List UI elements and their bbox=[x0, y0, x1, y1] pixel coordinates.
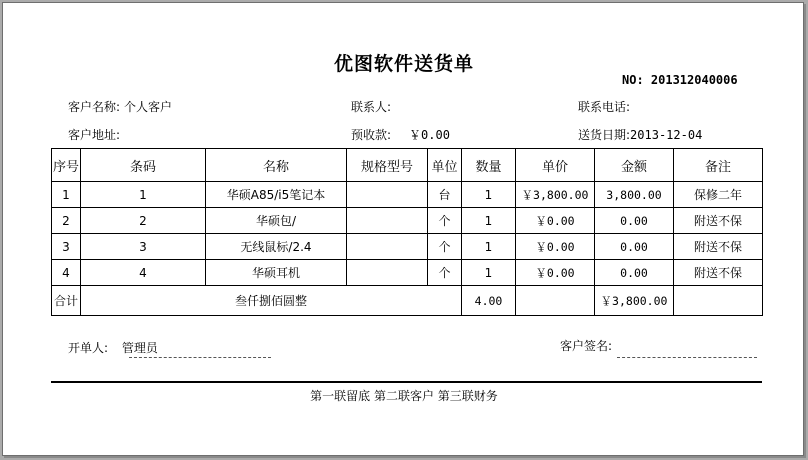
address-field bbox=[68, 126, 124, 143]
contact-field bbox=[351, 98, 395, 115]
cell-name: 无线鼠标/2.4 bbox=[206, 234, 347, 260]
customer-name-field bbox=[68, 98, 172, 115]
issuer-signature-line bbox=[129, 357, 271, 358]
cell-barcode: 1 bbox=[81, 182, 206, 208]
phone-field bbox=[578, 98, 634, 115]
total-note-empty bbox=[674, 286, 763, 316]
total-price-empty bbox=[516, 286, 595, 316]
contact-label: 联系人: bbox=[351, 100, 392, 114]
document-title: 优图软件送货单 bbox=[333, 53, 474, 75]
col-header-seq: 序号 bbox=[52, 149, 81, 182]
cell-spec bbox=[347, 234, 428, 260]
footer-divider bbox=[51, 381, 762, 383]
table-row bbox=[52, 182, 763, 208]
cell-qty: 1 bbox=[462, 182, 516, 208]
cell-name: 华硕耳机 bbox=[206, 260, 347, 286]
cell-name: 华硕包/ bbox=[206, 208, 347, 234]
cell-note: 附送不保 bbox=[674, 234, 763, 260]
delivery-date-label: 送货日期: bbox=[578, 128, 631, 142]
cell-barcode: 2 bbox=[81, 208, 206, 234]
cell-seq: 1 bbox=[52, 182, 81, 208]
cell-amount: 3,800.00 bbox=[595, 182, 674, 208]
cell-note: 附送不保 bbox=[674, 260, 763, 286]
cell-amount: 0.00 bbox=[595, 234, 674, 260]
cell-barcode: 4 bbox=[81, 260, 206, 286]
cell-qty: 1 bbox=[462, 260, 516, 286]
cell-qty: 1 bbox=[462, 208, 516, 234]
col-header-amount: 金额 bbox=[595, 149, 674, 182]
customer-name-value: 个人客户 bbox=[124, 100, 173, 114]
cell-unit: 台 bbox=[428, 182, 462, 208]
cell-seq: 2 bbox=[52, 208, 81, 234]
cell-note: 保修二年 bbox=[674, 182, 763, 208]
cell-qty: 1 bbox=[462, 234, 516, 260]
total-label: 合计 bbox=[52, 286, 81, 316]
prepaid-field bbox=[351, 126, 450, 143]
cell-price: ￥0.00 bbox=[516, 208, 595, 234]
cell-spec bbox=[347, 208, 428, 234]
delivery-date-value: 2013-12-04 bbox=[630, 128, 703, 142]
cell-seq: 4 bbox=[52, 260, 81, 286]
cell-unit: 个 bbox=[428, 260, 462, 286]
copy-distribution-note: 第一联留底 第二联客户 第三联财务 bbox=[310, 389, 498, 403]
cell-unit: 个 bbox=[428, 234, 462, 260]
phone-label: 联系电话: bbox=[578, 100, 631, 114]
document-number: NO: 201312040006 bbox=[622, 73, 738, 87]
cell-note: 附送不保 bbox=[674, 208, 763, 234]
col-header-barcode: 条码 bbox=[81, 149, 206, 182]
cell-price: ￥0.00 bbox=[516, 234, 595, 260]
col-header-note: 备注 bbox=[674, 149, 763, 182]
issuer-label: 开单人: bbox=[68, 341, 109, 355]
table-row bbox=[52, 208, 763, 234]
customer-signature-line bbox=[617, 357, 757, 358]
total-qty: 4.00 bbox=[462, 286, 516, 316]
col-header-price: 单价 bbox=[516, 149, 595, 182]
table-row bbox=[52, 260, 763, 286]
table-header-row bbox=[52, 149, 763, 182]
total-row bbox=[52, 286, 763, 316]
col-header-spec: 规格型号 bbox=[347, 149, 428, 182]
cell-amount: 0.00 bbox=[595, 260, 674, 286]
table-row bbox=[52, 234, 763, 260]
col-header-name: 名称 bbox=[206, 149, 347, 182]
total-amount: ￥3,800.00 bbox=[595, 286, 674, 316]
customer-name-label: 客户名称: bbox=[68, 100, 121, 114]
col-header-qty: 数量 bbox=[462, 149, 516, 182]
cell-amount: 0.00 bbox=[595, 208, 674, 234]
cell-name: 华硕A85/i5笔记本 bbox=[206, 182, 347, 208]
cell-price: ￥0.00 bbox=[516, 260, 595, 286]
goods-table bbox=[51, 148, 763, 316]
prepaid-label: 预收款: bbox=[351, 128, 392, 142]
address-label: 客户地址: bbox=[68, 128, 121, 142]
cell-price: ￥3,800.00 bbox=[516, 182, 595, 208]
customer-sign-label: 客户签名: bbox=[560, 339, 613, 353]
cell-unit: 个 bbox=[428, 208, 462, 234]
total-amount-in-words: 叁仟捌佰圆整 bbox=[81, 286, 462, 316]
cell-barcode: 3 bbox=[81, 234, 206, 260]
issuer-field bbox=[68, 339, 158, 356]
cell-spec bbox=[347, 260, 428, 286]
col-header-unit: 单位 bbox=[428, 149, 462, 182]
issuer-value: 管理员 bbox=[121, 341, 158, 355]
cell-seq: 3 bbox=[52, 234, 81, 260]
customer-sign-field bbox=[560, 337, 612, 354]
cell-spec bbox=[347, 182, 428, 208]
prepaid-value: ￥0.00 bbox=[409, 128, 450, 142]
delivery-date-field bbox=[578, 126, 702, 143]
